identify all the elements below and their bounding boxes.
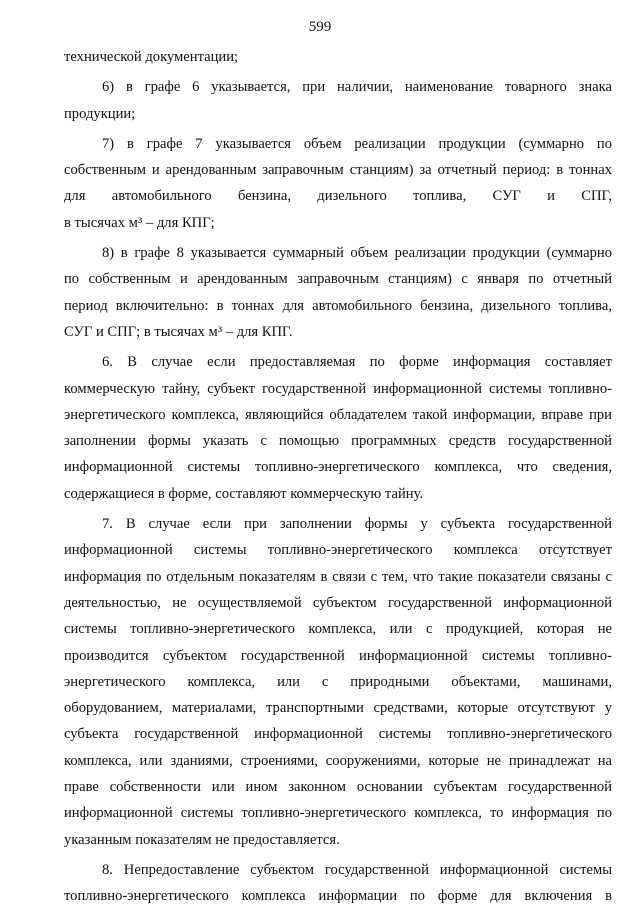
text-line: производится субъектом государственной информационной системы топливно- [64,647,612,664]
text-line: 6) в графе 6 указывается, при наличии, наименование товарного знака [102,79,612,96]
text-line: комплекса, или зданиями, строениями, сооружениями, которые не принадлежат на [64,752,612,769]
text-line: топливно-энергетического комплекса информации по форме для включения в [64,888,612,905]
text-line: деятельностью, не осуществляемой субъектом государственной информационной [64,594,612,611]
text-line: информационной системы топливно-энергетического комплекса отсутствует [64,542,612,559]
text-line: для автомобильного бензина, дизельного топлива, СУГ и СПГ, [64,188,612,205]
text-line: 6. В случае если предоставляемая по форме информация составляет [102,354,612,371]
text-line: энергетического комплекса, являющийся обладателем такой информации, вправе при [64,406,612,423]
text-line: энергетического комплекса, или с природными объектами, машинами, [64,673,612,690]
text-line: продукции; [64,105,136,122]
text-line: субъекта государственной информационной системы топливно-энергетического [64,726,612,743]
text-line: 8. Непредоставление субъектом государственной информационной системы [102,861,612,878]
text-line: праве собственности или ином законном основании субъектам государственной [64,779,612,796]
text-line: содержащиеся в форме, составляют коммерческую тайну. [64,485,424,502]
text-line: технической документации; [64,49,239,65]
text-line: коммерческую тайну, субъект государственной информационной системы топливно- [64,380,612,397]
text-line: период включительно: в тоннах для автомобильного бензина, дизельного топлива, [64,297,612,314]
text-line: 7. В случае если при заполнении формы у субъекта государственной [102,516,612,533]
text-line: 7) в графе 7 указывается объем реализации продукции (суммарно по [102,135,612,152]
text-line: системы топливно-энергетического комплекса, или с продукцией, которая не [64,621,612,638]
page-number: 599 [308,19,332,35]
text-line: по собственным и арендованным заправочным станциям) с января по отчетный [64,271,612,288]
text-line: указанным показателям не предоставляется. [64,831,340,848]
text-line: в тысячах м³ – для КПГ; [64,214,215,231]
text-line: СУГ и СПГ; в тысячах м³ – для КПГ. [64,323,293,340]
text-line: оборудованием, материалами, транспортными средствами, которые отсутствуют у [64,700,612,717]
text-line: информация по отдельным показателям в связи с тем, что такие показатели связаны с [64,568,612,585]
text-line: собственным и арендованным заправочным станциям) за отчетный период: в тоннах [64,162,612,179]
text-line: информационной системы топливно-энергетического комплекса, что сведения, [64,459,612,476]
document-body [64,44,612,910]
text-line: 8) в графе 8 указывается суммарный объем реализации продукции (суммарно [102,245,612,262]
text-line: заполнении формы указать с помощью программных средств государственной [64,433,612,450]
text-line: информационной системы топливно-энергетического комплекса, то информация по [64,805,612,822]
